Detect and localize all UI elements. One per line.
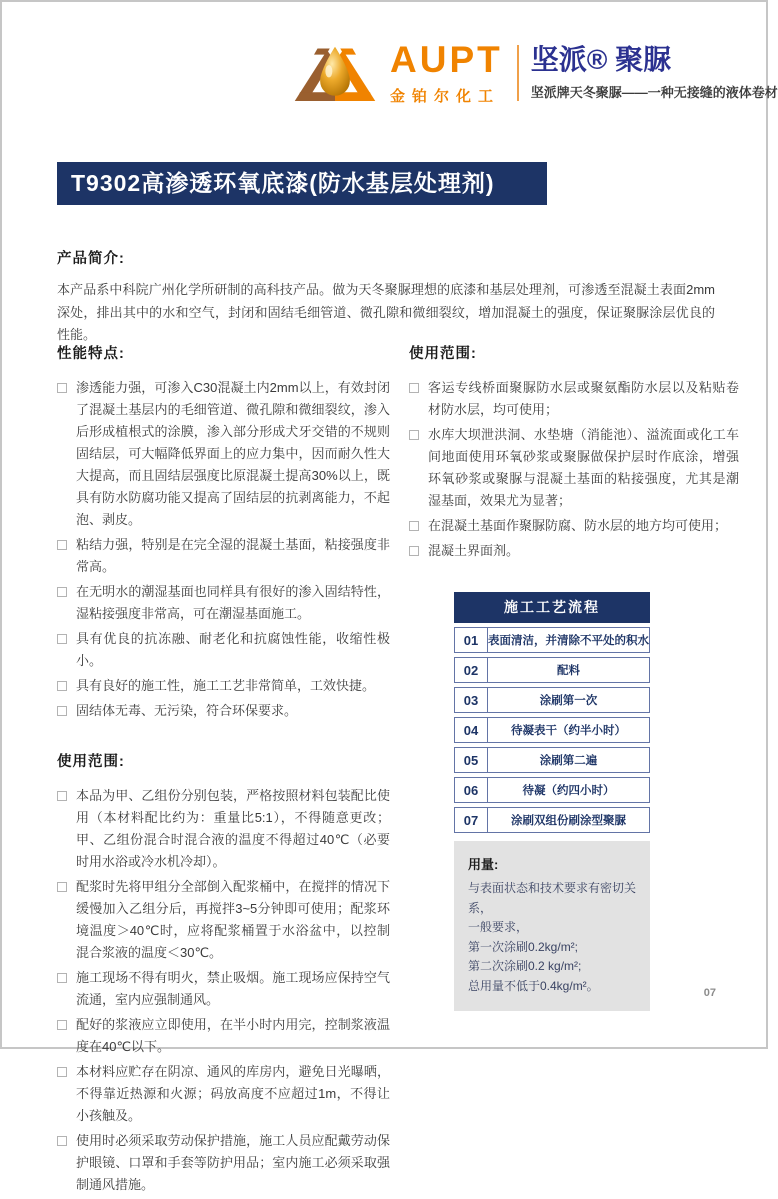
checkbox-icon: [57, 383, 67, 393]
process-step-text: 待凝表干（约半小时）: [511, 725, 626, 737]
intro-heading: 产品简介:: [57, 251, 125, 267]
list-item-text: 配浆时先将甲组分全部倒入配浆桶中，在搅拌的情况下缓慢加入乙组分后，再搅拌3~5分钟即可使用；配浆环境温度＞40℃时，应将配浆桶置于水浴盆中，以控制混合浆液的温度＜30℃。: [76, 879, 390, 960]
list-item: [57, 534, 390, 578]
brand-title: 坚派® 聚脲: [530, 44, 672, 76]
logo-name: AUPT: [390, 38, 503, 80]
process-step-text: 配料: [557, 665, 580, 677]
product-title-bar: T9302高渗透环氧底漆(防水基层处理剂): [57, 162, 547, 205]
list-item: [57, 581, 390, 625]
list-item-text: 在无明水的潮湿基面也同样具有很好的渗入固结特性，湿粘接强度非常高，可在潮湿基面施工。: [76, 584, 390, 621]
intro-text: 本产品系中科院广州化学所研制的高科技产品。做为天冬聚脲理想的底漆和基层处理剂，可渗透至混凝土表面2mm深处，排出其中的水和空气，封闭和固结毛细管道、微孔隙和微细裂纹，增加混凝土的强度，保证聚脲涂层优良的性能。: [57, 282, 715, 342]
list-item-text: 粘结力强，特别是在完全湿的混凝土基面，粘接强度非常高。: [76, 537, 390, 574]
process-row: [454, 717, 650, 743]
process-step-text: 涂刷双组份刷涂型聚脲: [511, 815, 626, 827]
list-item-text: 水库大坝泄洪洞、水垫塘（消能池）、溢流面或化工车间地面使用环氧砂浆或聚脲做保护层时作底涂，增强环氧砂浆或聚脲与混凝土基面的粘接强度，尤其是潮湿基面，效果尤为显著；: [428, 427, 739, 508]
checkbox-icon: [409, 521, 419, 531]
list-item: [57, 1014, 390, 1058]
logo-subname: 金铂尔化工: [390, 87, 501, 105]
usage-left-heading: 使用范围:: [57, 754, 125, 770]
scope-list: [409, 377, 739, 562]
dosage-line: 总用量不低于0.4kg/m²。: [468, 978, 599, 993]
process-table: [454, 592, 650, 833]
list-item: [409, 424, 739, 512]
list-item: [57, 876, 390, 964]
process-step-number: 03: [455, 688, 488, 712]
dosage-block: [454, 841, 650, 1011]
checkbox-icon: [409, 430, 419, 440]
checkbox-icon: [57, 1067, 67, 1077]
brand-tagline: 坚派牌天冬聚脲——一种无接缝的液体卷材: [530, 84, 778, 100]
list-item: [57, 785, 390, 873]
checkbox-icon: [57, 706, 67, 716]
brand-block: [531, 45, 778, 101]
usage-left-list: [57, 785, 390, 1196]
list-item-text: 使用时必须采取劳动保护措施，施工人员应配戴劳动保护眼镜、口罩和手套等防护用品；室内施工必须采取强制通风措施。: [76, 1133, 390, 1192]
dosage-line: 第二次涂刷0.2 kg/m²;: [468, 959, 582, 973]
header: [290, 38, 778, 108]
checkbox-icon: [409, 383, 419, 393]
header-divider: [517, 45, 519, 101]
process-row: [454, 687, 650, 713]
process-row: [454, 627, 650, 653]
checkbox-icon: [57, 1136, 67, 1146]
dosage-heading: 用量:: [468, 857, 499, 872]
checkbox-icon: [57, 540, 67, 550]
checkbox-icon: [57, 634, 67, 644]
list-item: [409, 540, 739, 562]
aupt-logo-icon: [290, 38, 380, 108]
list-item-text: 配好的浆液应立即使用，在半小时内用完，控制浆液温度在40℃以下。: [76, 1017, 390, 1054]
features-heading: 性能特点:: [57, 346, 125, 362]
checkbox-icon: [57, 882, 67, 892]
process-row: [454, 807, 650, 833]
process-step-text: 涂刷第一次: [539, 695, 598, 707]
checkbox-icon: [57, 791, 67, 801]
intro-section: [57, 247, 715, 347]
checkbox-icon: [57, 587, 67, 597]
list-item: [57, 967, 390, 1011]
page-number: 07: [703, 987, 716, 999]
process-title: 施工工艺流程: [454, 592, 650, 623]
process-step-number: 05: [455, 748, 488, 772]
process-step-number: 02: [455, 658, 488, 682]
list-item-text: 客运专线桥面聚脲防水层或聚氨酯防水层以及粘贴卷材防水层，均可使用；: [428, 380, 739, 417]
list-item-text: 固结体无毒、无污染，符合环保要求。: [76, 703, 298, 718]
list-item-text: 施工现场不得有明火，禁止吸烟。施工现场应保持空气流通，室内应强制通风。: [76, 970, 390, 1007]
list-item: [57, 675, 390, 697]
list-item-text: 本材料应贮存在阴凉、通风的库房内，避免日光曝晒，不得靠近热源和火源；码放高度不应超过1m，不得让小孩触及。: [76, 1064, 390, 1123]
checkbox-icon: [57, 1020, 67, 1030]
list-item: [409, 377, 739, 421]
list-item-text: 具有优良的抗冻融、耐老化和抗腐蚀性能，收缩性极小。: [76, 631, 390, 668]
process-step-number: 06: [455, 778, 488, 802]
list-item: [57, 1061, 390, 1127]
process-rows: [454, 627, 650, 833]
process-step-number: 01: [455, 628, 488, 652]
list-item-text: 在混凝土基面作聚脲防腐、防水层的地方均可使用；: [428, 518, 728, 533]
dosage-line: 一般要求，: [468, 920, 529, 934]
list-item: [57, 377, 390, 531]
scope-heading: 使用范围:: [409, 346, 477, 362]
list-item-text: 本品为甲、乙组份分别包装，严格按照材料包装配比使用（本材料配比约为：重量比5:1），不得随意更改；甲、乙组份混合时混合液的温度不得超过40℃（必要时用水浴或冷水机冷却）。: [76, 788, 390, 869]
process-step-text: 待凝（约四小时）: [522, 785, 615, 797]
process-step-text: 涂刷第二遍: [539, 755, 598, 767]
features-list: [57, 377, 390, 722]
process-step-text: 表面清洁，并清除不平处的积水: [488, 635, 649, 647]
process-row: [454, 747, 650, 773]
dosage-line: 第一次涂刷0.2kg/m²;: [468, 939, 579, 954]
list-item-text: 渗透能力强，可渗入C30混凝土内2mm以上，有效封闭了混凝土基层内的毛细管道、微孔隙和微细裂纹，渗入后形成植根式的涂膜，渗入部分形成犬牙交错的不规则固结层，可大幅降低界面上的应力集中，因而耐久性大大提高，而且固结层强度比原混凝土提高30%以上，既具有防水防腐功能又提高了固结层的抗剥离能力，不起泡、剥皮。: [76, 380, 390, 527]
dosage-lines: [468, 879, 636, 996]
checkbox-icon: [57, 973, 67, 983]
list-item: [57, 1130, 390, 1196]
list-item: [409, 515, 739, 537]
list-item: [57, 628, 390, 672]
process-row: [454, 657, 650, 683]
checkbox-icon: [57, 681, 67, 691]
right-column: [409, 342, 739, 1011]
logo-text: [390, 38, 503, 106]
process-row: [454, 777, 650, 803]
process-step-number: 04: [455, 718, 488, 742]
list-item-text: 具有良好的施工性，施工工艺非常简单，工效快捷。: [76, 678, 376, 693]
left-column: [57, 342, 390, 1199]
list-item: [57, 700, 390, 722]
dosage-line: 与表面状态和技术要求有密切关系，: [468, 881, 637, 915]
checkbox-icon: [409, 546, 419, 556]
process-step-number: 07: [455, 808, 488, 832]
list-item-text: 混凝土界面剂。: [428, 543, 520, 558]
